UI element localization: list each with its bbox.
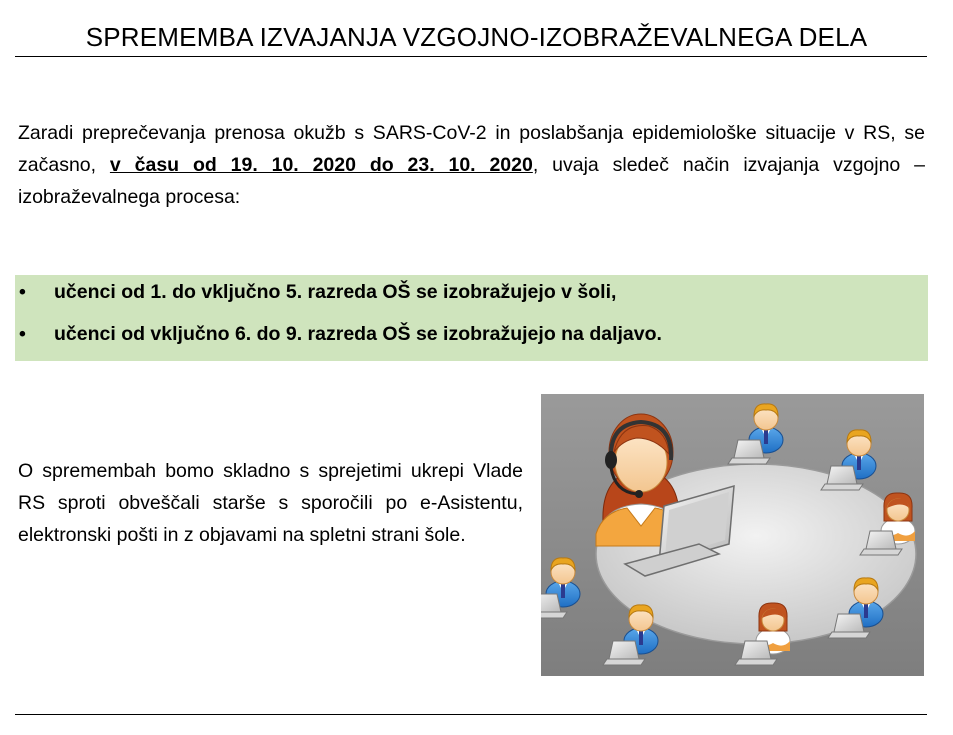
bullet-icon: • xyxy=(19,323,26,345)
measure-text: učenci od vključno 6. do 9. razreda OŠ se izobražujejo na daljavo. xyxy=(54,323,662,345)
bullet-icon: • xyxy=(19,281,26,303)
measures-list xyxy=(15,275,928,361)
measure-item xyxy=(15,275,928,309)
measure-item xyxy=(15,317,928,351)
notice-paragraph: O spremembah bomo skladno s sprejetimi ukrepi Vlade RS sproti obveščali starše s sporočili po e-Asistentu, elektronski pošti in z objavami na spletni strani šole. xyxy=(18,460,523,546)
online-teaching-illustration xyxy=(541,394,924,676)
title-rule xyxy=(15,56,927,57)
intro-text-start: Zaradi preprečevanja prenosa okužb s SARS-CoV-2 in poslabšanja epidemiološke situacije v RS, se začasno, xyxy=(18,122,925,176)
document-title: SPREMEMBA IZVAJANJA VZGOJNO-IZOBRAŽEVALNEGA DELA xyxy=(85,22,868,52)
measure-text: učenci od 1. do vključno 5. razreda OŠ se izobražujejo v šoli, xyxy=(54,281,617,303)
intro-text-end: , uvaja sledeč način izvajanja vzgojno – izobraževalnega procesa: xyxy=(18,154,925,208)
bottom-rule xyxy=(15,714,927,715)
intro-paragraph xyxy=(18,117,925,213)
period-dates: v času od 19. 10. 2020 do 23. 10. 2020 xyxy=(109,154,533,176)
